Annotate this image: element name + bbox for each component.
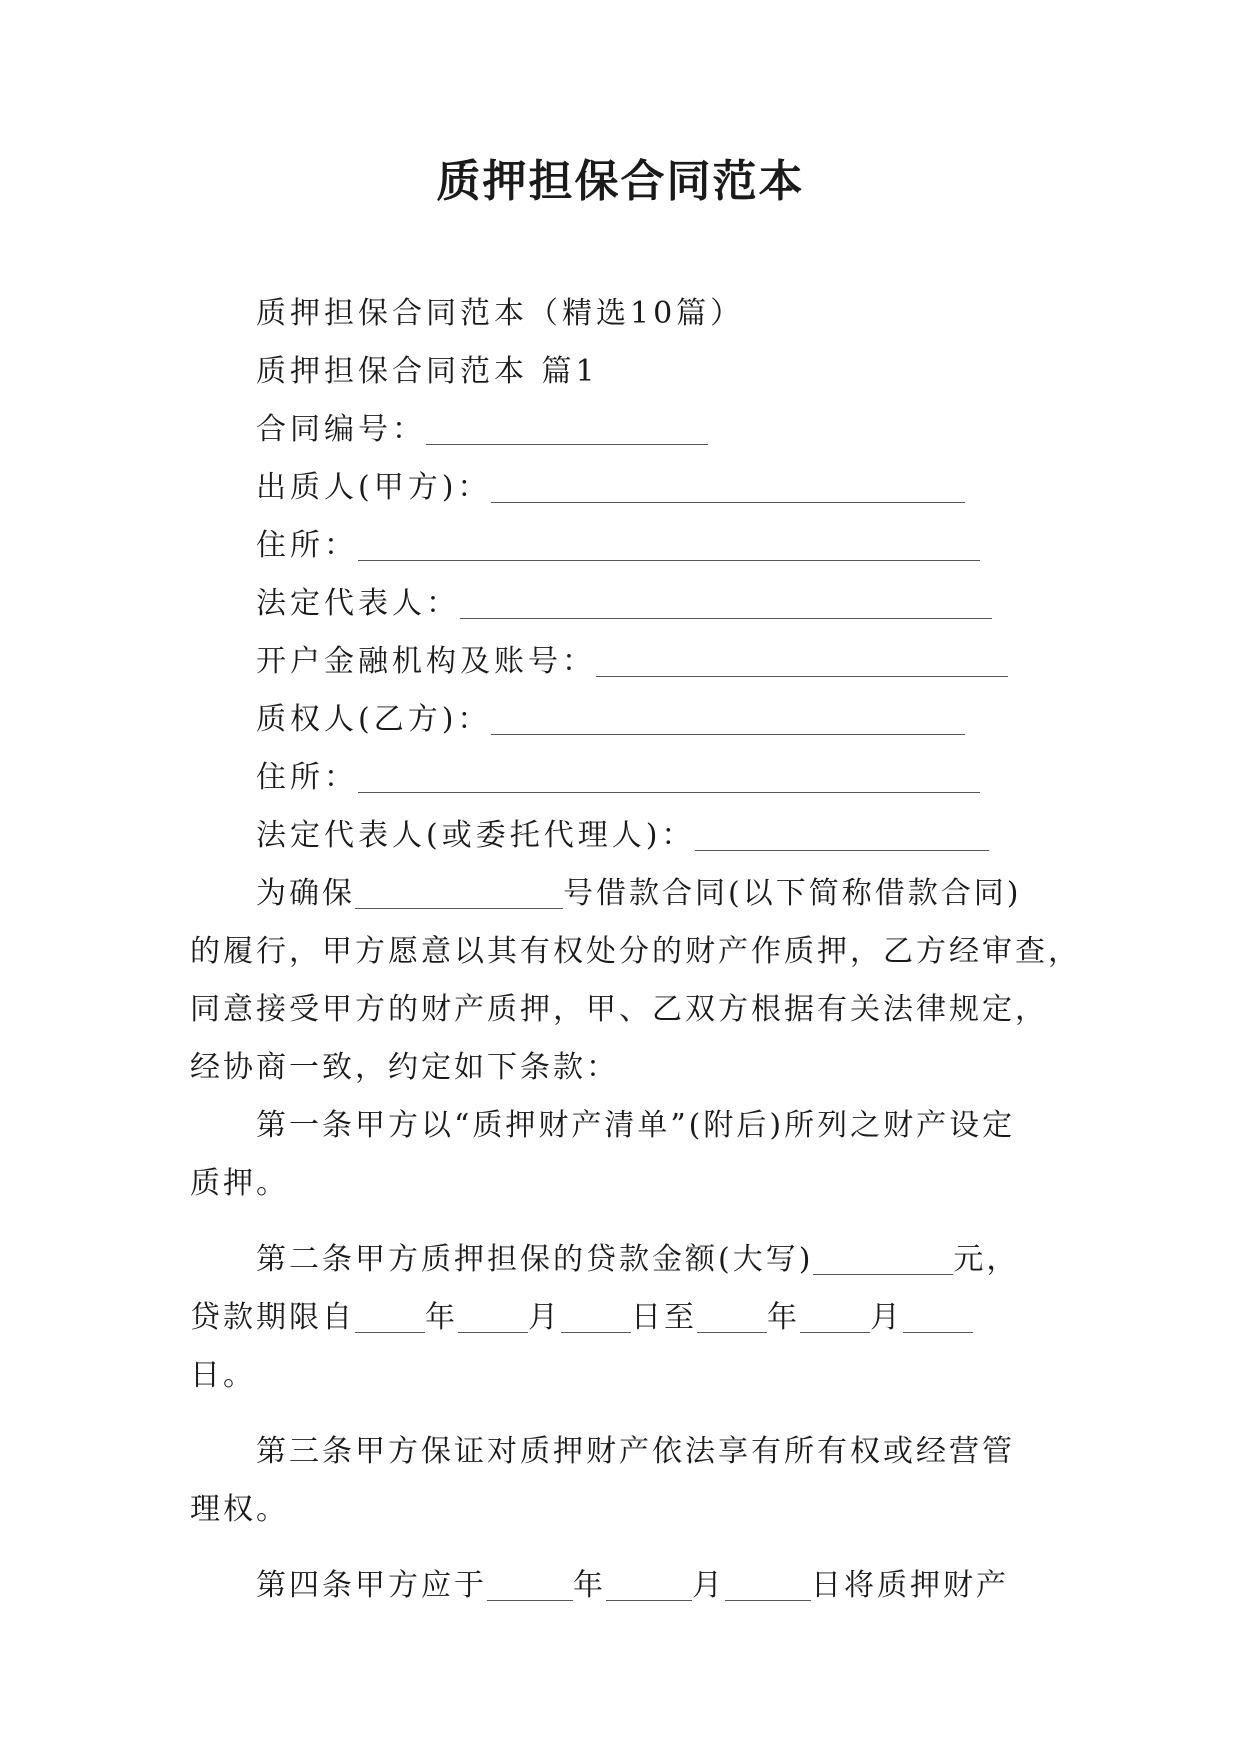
fill-blank[interactable] — [596, 646, 1008, 677]
field-label: 合同编号： — [256, 412, 426, 447]
chapter-heading: 质押担保合同范本 篇1 — [256, 354, 599, 389]
article-line: 理权。 — [190, 1492, 289, 1527]
intro-paragraph — [190, 865, 1081, 1097]
field-contract-number — [190, 401, 1060, 459]
article-line: 日。 — [190, 1358, 256, 1393]
fill-blank[interactable] — [491, 704, 965, 735]
field-label: 出质人(甲方)： — [256, 470, 492, 505]
subtitle: 质押担保合同范本（精选10篇） — [256, 296, 745, 331]
fill-blank[interactable] — [725, 1570, 811, 1601]
article-text: 年 — [425, 1300, 458, 1335]
field-pledgor-address — [190, 517, 1060, 575]
article-2 — [190, 1231, 1060, 1405]
field-bank-account — [190, 633, 1060, 691]
field-pledgee-representative — [190, 807, 1060, 865]
fill-blank[interactable] — [695, 820, 989, 851]
article-text: 第二条甲方质押担保的贷款金额(大写) — [256, 1242, 814, 1277]
field-label: 住所： — [256, 760, 358, 795]
intro-line: 经协商一致，约定如下条款： — [190, 1050, 619, 1085]
intro-line: 的履行，甲方愿意以其有权处分的财产作质押，乙方经审查， — [190, 934, 1081, 969]
field-label: 法定代表人： — [256, 586, 460, 621]
field-label: 开户金融机构及账号： — [256, 644, 596, 679]
document-title: 质押担保合同范本 — [436, 156, 805, 207]
field-label: 质权人(乙方)： — [256, 702, 492, 737]
fill-blank[interactable] — [606, 1570, 692, 1601]
article-3 — [190, 1423, 1060, 1539]
field-label: 住所： — [256, 528, 358, 563]
fill-blank[interactable] — [355, 1302, 425, 1333]
fill-blank[interactable] — [358, 762, 980, 793]
article-text: 月 — [870, 1300, 903, 1335]
fill-blank[interactable] — [813, 1244, 953, 1275]
article-4 — [190, 1557, 1060, 1615]
field-pledgee — [190, 691, 1060, 749]
article-line — [190, 1231, 1060, 1289]
article-text: 日至 — [631, 1300, 697, 1335]
article-text: 第四条甲方应于 — [256, 1568, 487, 1603]
fill-blank[interactable] — [487, 1570, 573, 1601]
field-pledgee-address — [190, 749, 1060, 807]
intro-text: 号借款合同(以下简称借款合同) — [563, 876, 1022, 911]
field-pledgor-representative — [190, 575, 1060, 633]
article-1 — [190, 1097, 1060, 1213]
document-body — [190, 285, 1081, 1615]
fill-blank[interactable] — [358, 530, 980, 561]
article-text: 元， — [953, 1242, 1020, 1277]
fill-blank[interactable] — [491, 472, 965, 503]
article-text: 年 — [767, 1300, 800, 1335]
fill-blank[interactable] — [426, 414, 708, 445]
fill-blank[interactable] — [903, 1302, 973, 1333]
fill-blank[interactable] — [355, 878, 563, 909]
article-text: 贷款期限自 — [190, 1300, 355, 1335]
intro-line — [190, 865, 1060, 923]
intro-line: 同意接受甲方的财产质押，甲、乙双方根据有关法律规定， — [190, 992, 1048, 1027]
article-line: 第一条甲方以“质押财产清单”(附后)所列之财产设定 — [256, 1108, 1016, 1143]
article-text: 月 — [692, 1568, 725, 1603]
field-label: 法定代表人(或委托代理人)： — [256, 818, 696, 853]
fill-blank[interactable] — [697, 1302, 767, 1333]
article-text: 年 — [573, 1568, 606, 1603]
intro-text: 为确保 — [256, 876, 355, 911]
fill-blank[interactable] — [460, 588, 992, 619]
fill-blank[interactable] — [458, 1302, 528, 1333]
article-line: 质押。 — [190, 1166, 289, 1201]
article-text: 月 — [528, 1300, 561, 1335]
article-line: 第三条甲方保证对质押财产依法享有所有权或经营管 — [256, 1434, 1015, 1469]
article-line — [190, 1289, 1060, 1347]
article-line — [190, 1557, 1060, 1615]
field-pledgor — [190, 459, 1060, 517]
fill-blank[interactable] — [561, 1302, 631, 1333]
article-text: 日将质押财产 — [811, 1568, 1009, 1603]
fill-blank[interactable] — [800, 1302, 870, 1333]
